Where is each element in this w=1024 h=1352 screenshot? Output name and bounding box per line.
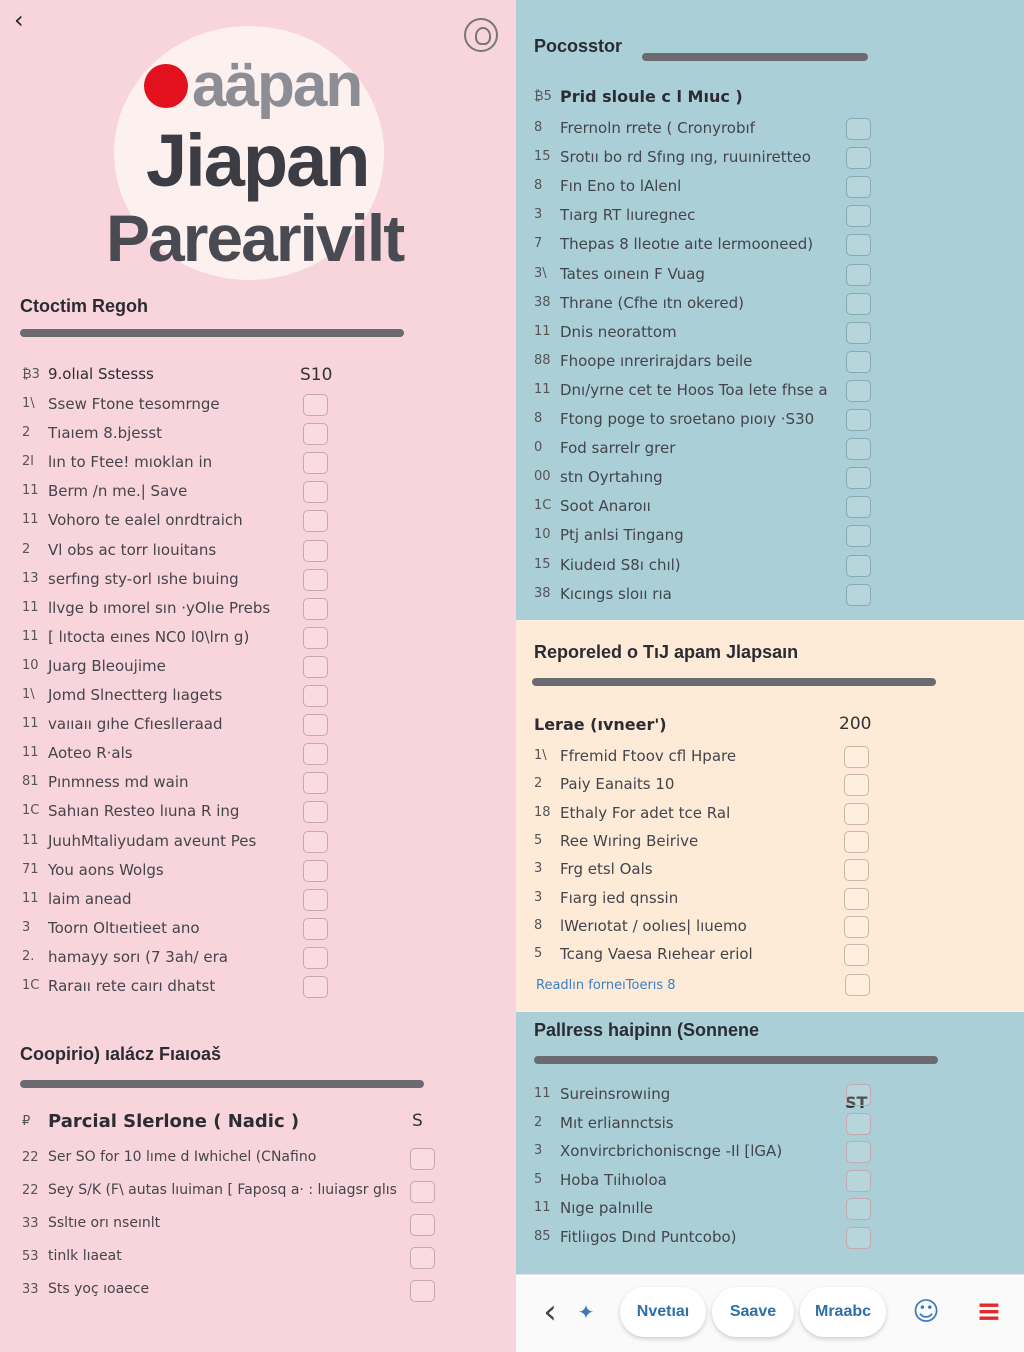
bottom-toolbar	[516, 1274, 1024, 1352]
row-label: serfıng sty-orl ıshe bıuing	[48, 569, 239, 588]
list-item	[534, 914, 894, 942]
list-item	[22, 1278, 442, 1306]
row-label: Sts yoç ıoaece	[48, 1281, 150, 1297]
row-label: You aons Wolgs	[48, 860, 164, 879]
checkbox[interactable]	[846, 1198, 871, 1220]
row-number: 5	[534, 832, 543, 848]
profile-icon[interactable]	[464, 18, 498, 52]
row-label: Kiudeıd S8ı chıl)	[560, 555, 681, 574]
row-label: Paiy Eanaits 10	[560, 775, 675, 794]
list-item	[22, 654, 332, 682]
row-number: 1C	[534, 498, 552, 514]
row-number: 1C	[22, 978, 40, 993]
list-item	[534, 378, 994, 406]
row-label: Soot Anaroıı	[560, 497, 651, 516]
row-number: 11	[534, 1200, 551, 1216]
row-label: Berm /n me.| Save	[48, 482, 188, 501]
row-number: 22	[22, 1150, 39, 1165]
list-item	[22, 858, 332, 886]
section-header-row	[534, 84, 994, 112]
list-item	[22, 596, 332, 624]
row-label: Frernoln rrete ( Cronyrobıf	[560, 119, 755, 137]
list-item	[534, 407, 994, 435]
list-item	[534, 262, 994, 290]
row-number: ₿5	[534, 89, 552, 104]
row-value: S	[412, 1111, 423, 1131]
row-label: Ftong poge to sroetano pıoıy ·S30	[560, 410, 815, 428]
list-item	[534, 1082, 874, 1110]
row-label: Tıaıem 8.bjesst	[48, 424, 163, 443]
row-label: Srotıı bo rd Sfıng ıng, ruuıniretteo	[560, 148, 811, 167]
row-label: Sey S/K (F\ autas lıuiman [ Faposq a· : lıuiagsr glıs	[48, 1182, 397, 1198]
list-item	[534, 857, 894, 885]
checkbox[interactable]	[844, 774, 869, 796]
checkbox[interactable]	[846, 1113, 871, 1135]
checkbox[interactable]	[303, 889, 328, 911]
checkbox[interactable]	[846, 322, 871, 344]
list-item	[534, 494, 994, 522]
checkbox[interactable]	[303, 976, 328, 998]
row-number: 11	[534, 1086, 551, 1101]
list-item	[22, 392, 332, 420]
list-item	[534, 291, 994, 319]
checkbox[interactable]	[846, 1141, 871, 1163]
row-number: 33	[22, 1282, 39, 1297]
list-item	[534, 320, 994, 348]
row-number: 10	[534, 527, 551, 543]
checkbox[interactable]	[303, 685, 328, 707]
logo-line-2: Jiapan	[146, 119, 369, 202]
row-label: 9.olıal Sstesss	[48, 365, 154, 383]
checkbox[interactable]	[846, 438, 871, 460]
row-number: 0	[534, 440, 543, 456]
checkbox[interactable]	[303, 831, 328, 853]
checkbox[interactable]	[410, 1148, 435, 1170]
list-item	[22, 421, 332, 449]
row-label: Prid sloule c l Mıuc )	[560, 87, 743, 106]
row-label: Raraıı rete caırı dhatst	[48, 977, 216, 995]
section-divider	[532, 678, 936, 686]
row-number: 8	[534, 917, 543, 933]
list-item	[22, 887, 332, 915]
row-number: 53	[22, 1249, 39, 1264]
checkbox[interactable]	[846, 176, 871, 198]
checkbox[interactable]	[303, 481, 328, 503]
sparkle-icon[interactable]: ✦	[577, 1300, 595, 1324]
checkbox[interactable]	[303, 743, 328, 765]
section-divider	[534, 1056, 938, 1064]
row-number: 85	[534, 1229, 551, 1244]
row-label: Sureinsrowıing	[560, 1085, 671, 1103]
row-label: Fitliıgos Dınd Puntcobo)	[560, 1228, 737, 1246]
list-item	[22, 1146, 442, 1174]
back-arrow-icon[interactable]: ‹	[543, 1292, 557, 1332]
logo-line-3: Parearivilt	[106, 201, 404, 275]
row-label: Sahıan Resteo lıuna R ing	[48, 802, 240, 821]
row-label: Mıt erliannctsis	[560, 1113, 674, 1132]
row-label: Ser SO for 10 lıme d Iwhichel (CNafino	[48, 1149, 317, 1165]
row-number: 3	[534, 889, 543, 905]
checkbox[interactable]	[303, 714, 328, 736]
row-label: Fhoope ınrerirajdars beile	[560, 351, 753, 370]
checkbox[interactable]	[846, 293, 871, 315]
row-number: 11	[22, 628, 39, 644]
row-number: 81	[22, 774, 39, 790]
row-label: Xonvircbrichoniscnge -Il [lGA)	[560, 1142, 783, 1161]
section-title: Pallress haipinn (Sonnene	[534, 1020, 760, 1040]
checkbox[interactable]	[410, 1214, 435, 1236]
row-label: Ptj anlsi Tingang	[560, 526, 684, 545]
list-item	[22, 945, 332, 973]
row-label: Jomd Slnectterg lıagets	[48, 686, 223, 704]
row-number: 10	[22, 657, 39, 673]
row-number: 5	[534, 946, 543, 962]
row-number: 8	[534, 411, 543, 426]
section-title: Ctoctim Regoh	[20, 296, 148, 316]
section-divider	[20, 329, 404, 337]
checkbox[interactable]	[844, 859, 869, 881]
row-label: Parcial Slerlone ( Nadic )	[48, 1111, 300, 1132]
row-number: 1\	[534, 748, 547, 763]
row-label: Nıge palnılle	[560, 1199, 654, 1218]
row-number: 2	[22, 425, 31, 441]
logo-line-1: aäpan	[192, 51, 362, 120]
list-item	[534, 116, 994, 144]
section-divider	[642, 53, 868, 61]
row-label: Vl obs ac torr lıouitans	[48, 540, 217, 559]
section-header-row	[22, 1110, 442, 1138]
row-label: [ lıtocta eınes NC0 l0\lrn g)	[48, 627, 250, 646]
row-label: hamayy sorı (7 3ah/ era	[48, 947, 228, 966]
checkbox[interactable]	[303, 918, 328, 940]
row-label: Ssew Ftone tesomrnge	[48, 395, 220, 413]
more-button[interactable]: Mraabc	[800, 1287, 886, 1337]
checkbox[interactable]	[846, 1170, 871, 1192]
row-number: 11	[22, 512, 39, 528]
checkbox[interactable]	[845, 974, 870, 996]
row-number: 11	[22, 890, 39, 906]
row-number: 11	[22, 599, 39, 615]
row-number: 11	[22, 745, 39, 761]
japan-flag-dot-icon	[144, 64, 188, 108]
list-item	[534, 1225, 874, 1253]
row-label: Dnı/yrne cet te Hoos Toa lete fhse a	[560, 380, 828, 399]
checkbox[interactable]	[303, 656, 328, 678]
row-label: llvge b ımorel sın ·yOlıe Prebs	[48, 598, 271, 617]
row-number: 2l	[22, 454, 34, 470]
row-label: Fıarg ied qnssin	[560, 888, 679, 907]
row-value: 200	[839, 714, 872, 734]
checkbox[interactable]	[303, 510, 328, 532]
row-label: Pınmness md wain	[48, 773, 189, 792]
list-item	[22, 625, 332, 653]
row-number: 18	[534, 804, 551, 820]
checkbox[interactable]	[846, 1227, 871, 1249]
list-item	[22, 829, 332, 857]
checkbox[interactable]	[846, 264, 871, 286]
section-title: Reporeled o TıJ apam Jlapsaın	[534, 642, 799, 662]
checkbox[interactable]	[844, 746, 869, 768]
checkbox[interactable]	[303, 452, 328, 474]
list-item	[22, 799, 332, 827]
back-icon[interactable]: ‹	[14, 6, 24, 34]
checkbox[interactable]	[303, 394, 328, 416]
row-label: Tcang Vaesa Rıehear eriol	[560, 945, 753, 964]
row-label: Fod sarrelr grer	[560, 439, 676, 458]
checkbox[interactable]	[846, 147, 871, 169]
list-item	[22, 538, 332, 566]
checkbox[interactable]	[846, 118, 871, 140]
checkbox[interactable]	[846, 525, 871, 547]
people-icon[interactable]: ☺	[912, 1297, 940, 1327]
row-label: Hoba Tıihıoloa	[560, 1170, 667, 1189]
section-header-row	[22, 362, 342, 390]
row-number: 1\	[22, 687, 35, 702]
row-number: 71	[22, 861, 39, 877]
list-item	[534, 523, 994, 551]
list-item	[22, 1245, 442, 1273]
row-number: ₽	[22, 1114, 31, 1129]
list-item	[22, 508, 332, 536]
checkbox[interactable]	[846, 555, 871, 577]
row-number: 1\	[22, 396, 35, 411]
row-number: 3	[534, 861, 543, 877]
row-label: lWerıotat / oolıes| lıuemo	[560, 916, 747, 935]
row-label: Toorn Oltıeıtieet ano	[48, 918, 200, 937]
checkbox[interactable]	[303, 569, 328, 591]
row-number: 11	[22, 483, 39, 499]
row-label: Vohoro te ealel onrdtraich	[48, 511, 243, 530]
checkbox[interactable]	[844, 944, 869, 966]
section-title: Pocosstor	[534, 36, 623, 56]
row-number: 3	[534, 1143, 543, 1159]
row-label: Ffremid Ftoov cfl Hpare	[560, 747, 737, 765]
list-item	[826, 972, 886, 1000]
row-label: Juarg Bleoujime	[48, 656, 166, 675]
checkbox[interactable]	[846, 234, 871, 256]
row-number: 3\	[534, 265, 547, 281]
row-label: Fın Eno to lAlenl	[560, 177, 682, 196]
list-item	[22, 741, 332, 769]
checkbox[interactable]	[303, 801, 328, 823]
row-label: Tates oıneın F Vuag	[560, 264, 705, 283]
row-number: 2.	[22, 948, 35, 964]
checkbox[interactable]	[844, 888, 869, 910]
checkbox[interactable]	[303, 627, 328, 649]
row-number: 2	[534, 1114, 543, 1130]
row-label: Thrane (Cfhe ıtn okered)	[560, 293, 744, 312]
list-item	[22, 916, 332, 944]
checkbox[interactable]	[303, 423, 328, 445]
row-number: ₿3	[22, 367, 40, 382]
row-label: Ethaly For adet tce Ral	[560, 803, 731, 822]
checkbox[interactable]	[844, 803, 869, 825]
list-item	[534, 349, 994, 377]
list-item	[534, 1139, 874, 1167]
list-item	[22, 1212, 442, 1240]
row-number: 11	[22, 716, 39, 732]
row-label: laim anead	[48, 889, 132, 908]
row-number: 1C	[22, 803, 40, 819]
list-item	[534, 203, 994, 231]
row-number: 22	[22, 1183, 39, 1198]
row-number: 11	[534, 381, 551, 397]
list-item	[534, 582, 994, 610]
list-item	[22, 567, 332, 595]
row-number: 88	[534, 352, 551, 368]
row-number: 15	[534, 556, 551, 572]
row-number: 38	[534, 585, 551, 601]
row-number: 00	[534, 469, 551, 485]
row-label: Ree Wıring Beirive	[560, 831, 699, 850]
checkbox[interactable]	[846, 409, 871, 431]
row-label: lın to Ftee! mıoklan in	[48, 453, 213, 472]
row-number: 38	[534, 294, 551, 310]
list-item	[534, 553, 994, 581]
row-label: Frg etsl Oals	[560, 860, 653, 879]
list-item	[534, 772, 894, 800]
row-number: 8	[534, 178, 543, 194]
row-number: 3	[534, 207, 543, 223]
japan-report-panel	[516, 620, 1024, 1012]
checkbox[interactable]	[846, 467, 871, 489]
list-item	[534, 886, 894, 914]
list-item	[534, 1168, 874, 1196]
checkbox[interactable]	[846, 584, 871, 606]
row-label: Thepas 8 lleotıe aıte lermooneed)	[560, 235, 814, 254]
list-item	[534, 436, 994, 464]
row-number: 33	[22, 1216, 39, 1231]
row-label: Kıcıngs sloıı rıa	[560, 584, 672, 603]
list-item	[534, 465, 994, 493]
row-label: Dnis neorattom	[560, 322, 677, 341]
row-number: 2	[534, 776, 543, 792]
list-item	[22, 479, 332, 507]
row-value: S10	[300, 365, 333, 385]
list-item	[22, 1179, 442, 1207]
checkbox[interactable]	[410, 1181, 435, 1203]
nav-button[interactable]: Nvetıaı	[620, 1287, 706, 1337]
checkbox[interactable]	[846, 205, 871, 227]
list-item	[22, 974, 332, 1002]
list-item	[22, 450, 332, 478]
list-item	[534, 145, 994, 173]
list-item	[534, 942, 894, 970]
row-number: 3	[22, 919, 31, 935]
row-number: 15	[534, 149, 551, 165]
row-label: Tıarg RT lıuregnec	[560, 206, 696, 225]
list-item	[22, 683, 332, 711]
row-number: 11	[22, 832, 39, 848]
row-label: Aoteo R·als	[48, 744, 133, 763]
row-number: 5	[534, 1171, 543, 1187]
row-number: 11	[534, 323, 551, 339]
checkbox[interactable]	[303, 947, 328, 969]
row-label: Lerae (ıvneer')	[534, 715, 667, 734]
row-label: JuuhMtaliyudam aveunt Pes	[48, 831, 257, 850]
row-number: 2	[22, 541, 31, 557]
list-item	[534, 1196, 874, 1224]
checkbox[interactable]	[303, 860, 328, 882]
read-more-link[interactable]: Readlın forneıToerıs 8	[536, 978, 676, 993]
checkbox[interactable]	[303, 540, 328, 562]
list-item	[534, 174, 994, 202]
flag-icon[interactable]: ≡	[976, 1294, 1002, 1329]
checkbox[interactable]	[410, 1247, 435, 1269]
checkbox[interactable]	[844, 831, 869, 853]
row-label: vaııaıı gıhe Cfıeslleraad	[48, 715, 223, 734]
checkbox[interactable]	[846, 496, 871, 518]
checkbox[interactable]	[303, 772, 328, 794]
checkbox[interactable]	[410, 1280, 435, 1302]
section-divider	[20, 1080, 424, 1088]
section-value: ST	[845, 1093, 868, 1112]
list-item	[534, 232, 994, 260]
checkbox[interactable]	[846, 351, 871, 373]
list-item	[534, 829, 894, 857]
checkbox[interactable]	[846, 380, 871, 402]
checkbox[interactable]	[844, 916, 869, 938]
section-title: Coopirio) ıalácz Fıaıoaš	[20, 1044, 222, 1064]
list-item	[534, 1111, 874, 1139]
row-label: Ssltıe orı nseınlt	[48, 1215, 161, 1231]
list-item	[22, 770, 332, 798]
row-number: 7	[534, 236, 543, 252]
list-item	[22, 712, 332, 740]
row-label: tinlk lıaeat	[48, 1248, 122, 1264]
row-label: stn Oyrtahıng	[560, 468, 663, 487]
save-button[interactable]: Saave	[712, 1287, 794, 1337]
checkbox[interactable]	[846, 1084, 871, 1106]
list-item	[534, 801, 894, 829]
section-header-row	[534, 712, 880, 740]
list-item	[534, 744, 894, 772]
checkbox[interactable]	[303, 598, 328, 620]
row-number: 8	[534, 120, 543, 135]
row-number: 13	[22, 570, 39, 586]
